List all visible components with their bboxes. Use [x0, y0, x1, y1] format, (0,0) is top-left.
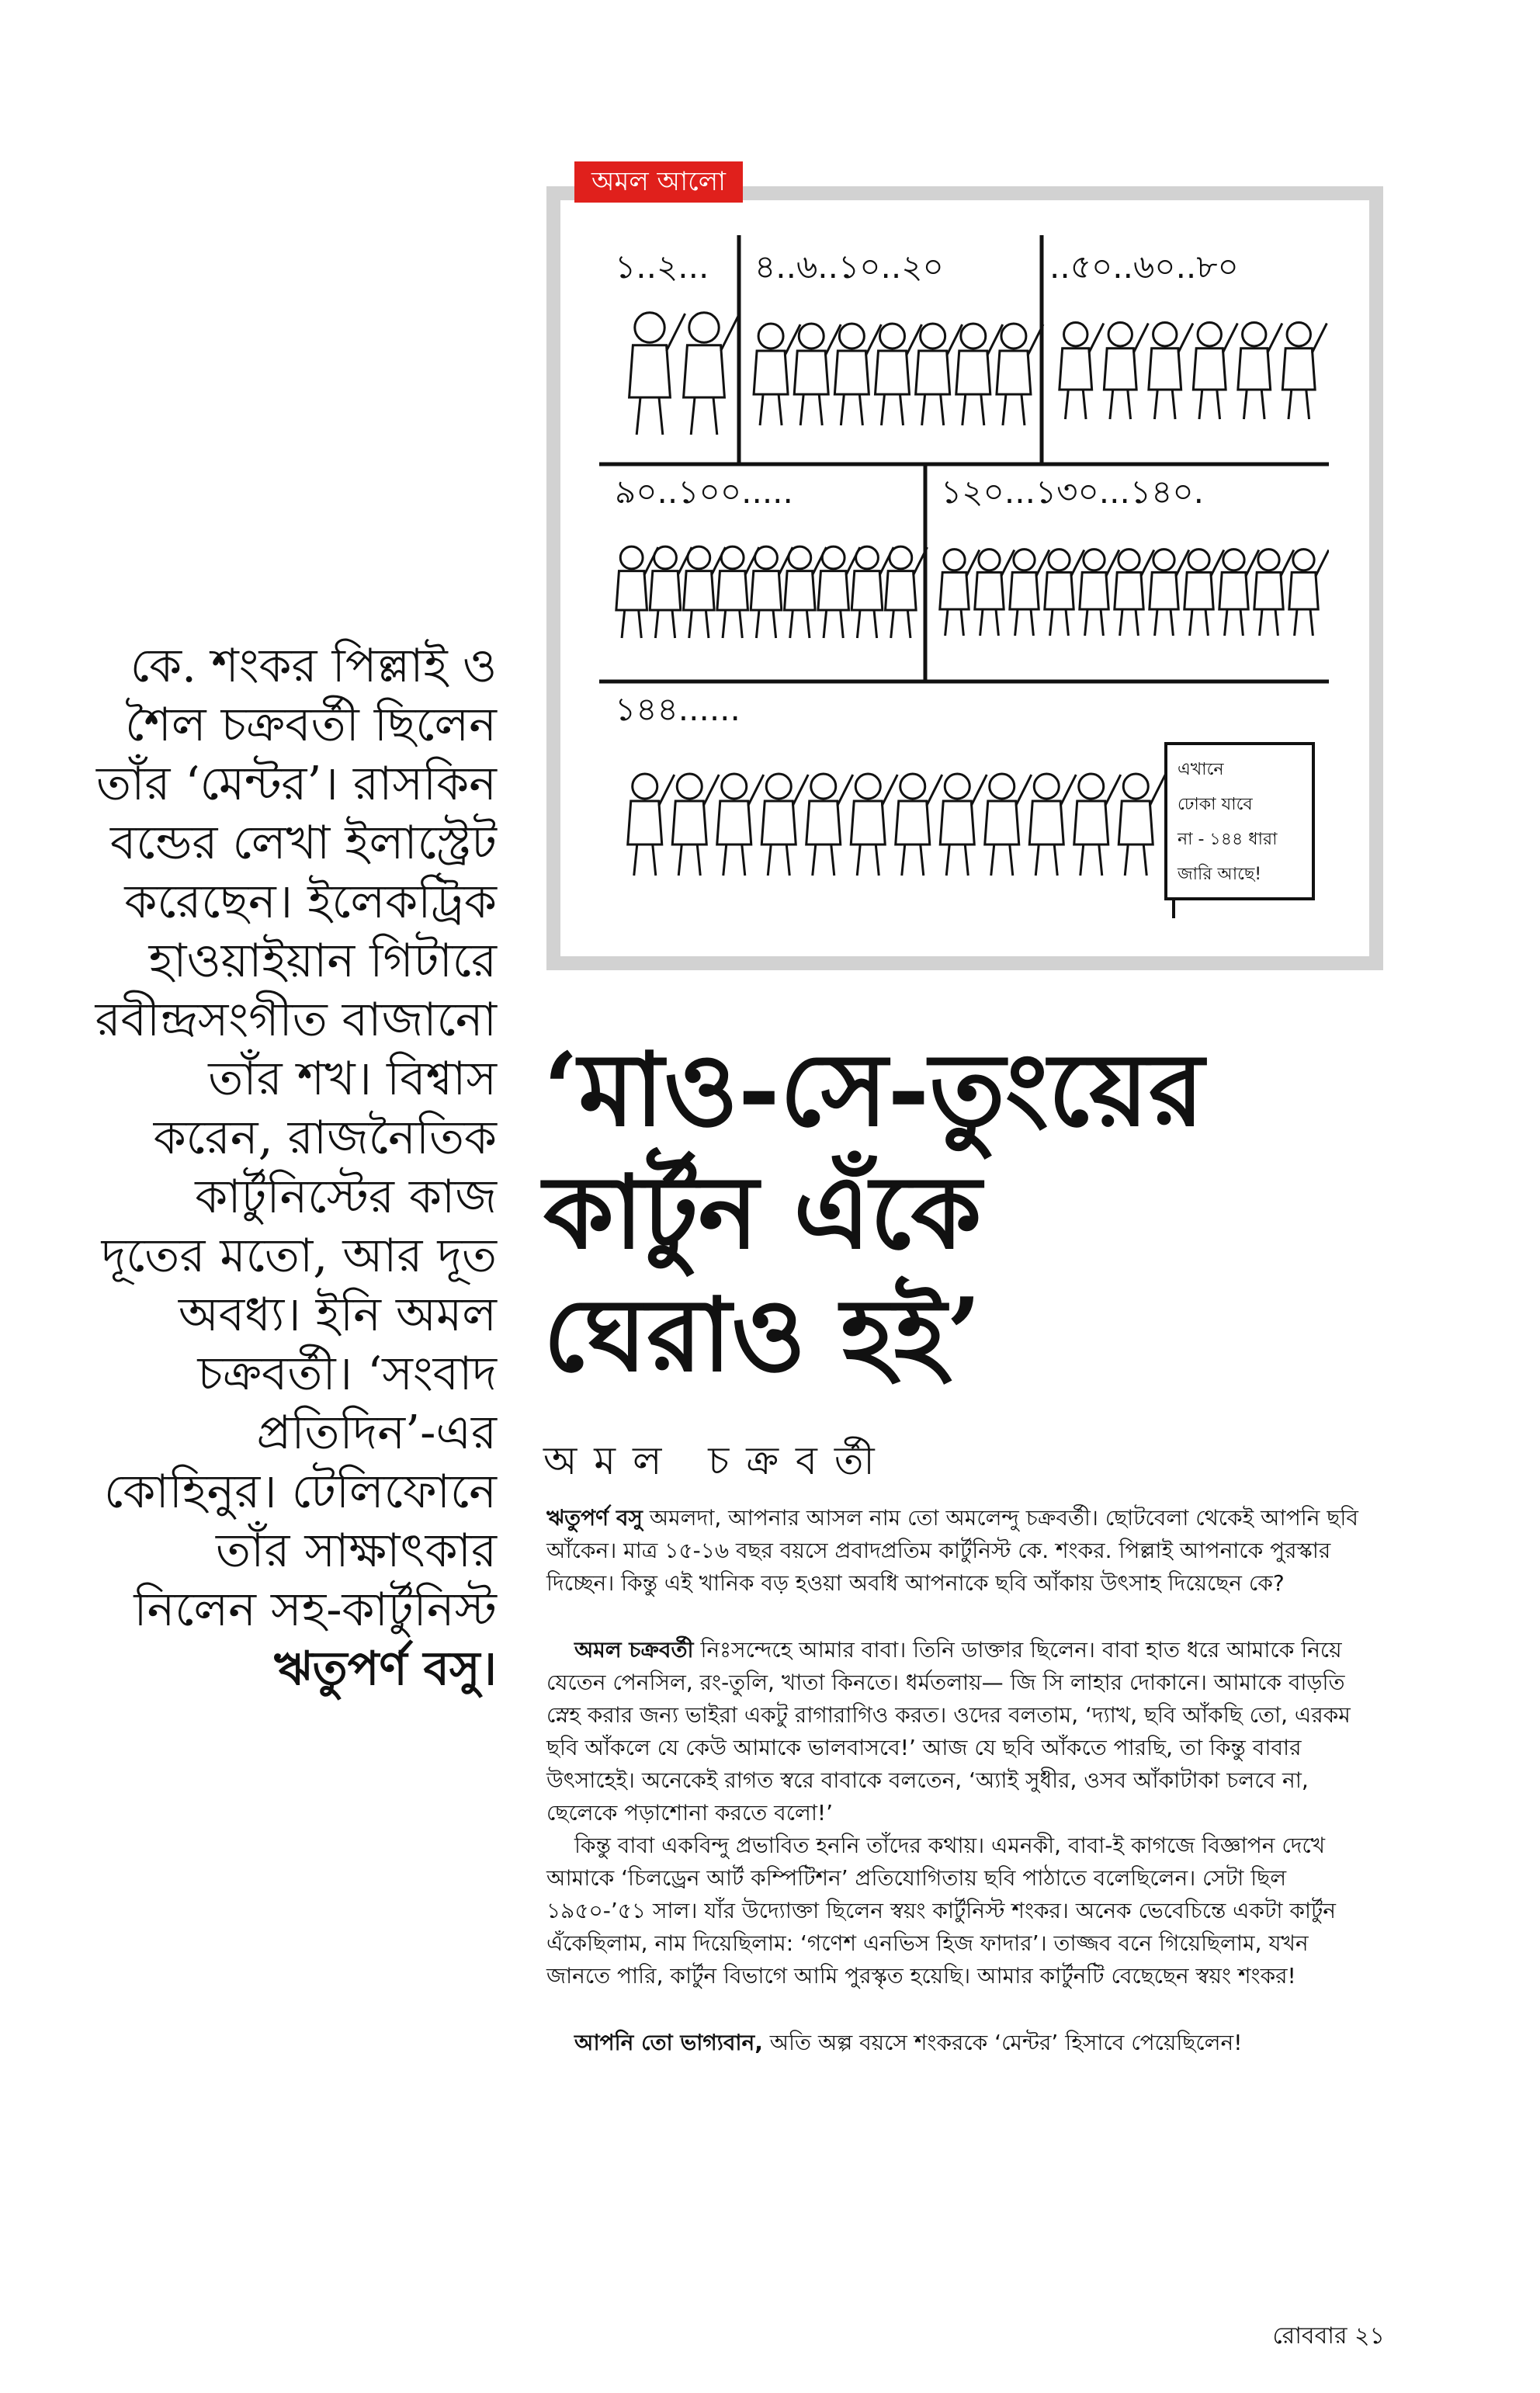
- speaker-label: ঋতুপর্ণ বসু: [546, 1505, 643, 1531]
- cartoon-illustration: [599, 231, 1329, 922]
- sign-line-4: জারি আছে!: [1178, 865, 1262, 884]
- crowd-figure: [956, 324, 1003, 425]
- paragraph-text: অতি অল্প বয়সে শংকরকে ‘মেন্টর’ হিসাবে পেয়েছিলেন!: [762, 2030, 1243, 2055]
- crowd-figure: [1289, 550, 1329, 636]
- crowd-figure: [940, 774, 987, 876]
- interview-answer-1-continued: [546, 1829, 1369, 1992]
- speaker-label: অমল চক্রবর্তী: [574, 1637, 694, 1663]
- headline-line-3: ঘেরাও হই’: [543, 1275, 982, 1394]
- crowd-figure: [672, 774, 719, 876]
- page-folio: রোববার ২১: [1272, 2322, 1385, 2350]
- panel-label-4: ৯০..১০০.....: [615, 473, 793, 511]
- crowd-figure: [630, 313, 685, 435]
- crowd-figure: [628, 774, 675, 876]
- crowd-figure: [1238, 323, 1282, 419]
- crowd-figure: [834, 324, 881, 425]
- crowd-figure: [876, 324, 922, 425]
- crowd-figure: [1010, 550, 1049, 636]
- headline: [543, 1028, 1475, 1396]
- paragraph-text: কিন্তু বাবা একবিন্দু প্রভাবিত হননি তাঁদের কথায়। এমনকী, বাবা-ই কাগজে বিজ্ঞাপন দেখে আমাকে ‘চিলড্রেন আর্ট কম্পিটিশন’ প্রতিযোগিতায় ছবি পাঠাতে বলেছিলেন। সেটা ছিল ১৯৫০-’৫১ সাল। যাঁর উদ্যোক্তা ছিলেন স্বয়ং কার্টুনিস্ট শংকর। অনেক ভেবেচিন্তে একটা কার্টুন এঁকেছিলাম, নাম দিয়েছিলাম: ‘গণেশ এনভিস হিজ ফাদার’। তাজ্জব বনে গিয়েছিলাম, যখন জানতে পারি, কার্টুন বিভাগে আমি পুরস্কৃত হয়েছি। আমার কার্টুনটি বেছেছেন স্বয়ং শংকর!: [546, 1833, 1337, 1989]
- headline-line-2: কার্টুন এঁকে: [543, 1153, 982, 1271]
- panel-label-1: ১..২...: [615, 248, 709, 286]
- crowd-figure: [1254, 550, 1294, 636]
- crowd-figure: [1115, 550, 1154, 636]
- crowd-figure: [1150, 550, 1189, 636]
- sign-line-3: না - ১৪৪ ধারা: [1178, 830, 1278, 849]
- section-tag: অমল আলো: [574, 161, 743, 203]
- crowd-figure: [1184, 550, 1224, 636]
- sign-line-1: এখানে: [1178, 760, 1224, 779]
- crowd-figure: [916, 324, 962, 425]
- panel-label-6: ১৪৪......: [615, 690, 741, 728]
- crowd-figure: [997, 324, 1043, 425]
- crowd-figure: [1060, 323, 1104, 419]
- interview-body: [546, 1502, 1369, 2093]
- pull-quote: [93, 636, 497, 1698]
- interview-answer-1: [546, 1634, 1369, 1829]
- crowd-figure: [794, 324, 841, 425]
- crowd-figure: [717, 774, 764, 876]
- paragraph-text: নিঃসন্দেহে আমার বাবা। তিনি ডাক্তার ছিলেন। বাবা হাত ধরে আমাকে নিয়ে যেতেন পেনসিল, রং-তুলি, খাতা কিনতে। ধর্মতলায়— জি সি লাহার দোকানে। আমাকে বাড়তি স্নেহ করার জন্য ভাইরা একটু রাগারাগিও করত। ওদের বলতাম, ‘দ্যাখ, ছবি আঁকছি তো, এরকম ছবি আঁকলে যে কেউ আমাকে ভালবাসবে!’ আজ যে ছবি আঁকতে পারছি, তা কিন্তু বাবার উৎসাহেই। অনেকেই রাগত স্বরে বাবাকে বলতেন, ‘অ্যাই সুধীর, ওসব আঁকাটাকা চলবে না, ছেলেকে পড়াশোনা করতে বলো!’: [546, 1637, 1351, 1826]
- crowd-figure: [940, 550, 980, 636]
- crowd-figure: [1074, 774, 1121, 876]
- speaker-label: আপনি তো ভাগ্যবান,: [574, 2030, 763, 2055]
- interview-question-2: [546, 2027, 1369, 2059]
- panel-label-2: ৪..৬..১০..২০: [754, 248, 944, 286]
- crowd-figure: [806, 774, 853, 876]
- pull-quote-author: ঋতুপর্ণ বসু।: [273, 1642, 497, 1696]
- byline: অমল চক্রবর্তী: [543, 1438, 892, 1483]
- crowd-figure: [1119, 774, 1165, 876]
- interview-question-1: [546, 1502, 1369, 1600]
- pull-quote-text: কে. শংকর পিল্লাই ও শৈল চক্রবর্তী ছিলেন তাঁর ‘মেন্টর’। রাসকিন বন্ডের লেখা ইলাস্ট্রেট করেছেন। ইলেকট্রিক হাওয়াইয়ান গিটারে রবীন্দ্রসংগীত বাজানো তাঁর শখ। বিশ্বাস করেন, রাজনৈতিক কার্টুনিস্টের কাজ দূতের মতো, আর দূত অবধ্য। ইনি অমল চক্রবর্তী। ‘সংবাদ প্রতিদিন’-এর কোহিনুর। টেলিফোনে তাঁর সাক্ষাৎকার নিলেন সহ-কার্টুনিস্ট: [95, 639, 497, 1637]
- crowd-figure: [1282, 323, 1327, 419]
- sign-board: [1166, 744, 1313, 918]
- crowd-figure: [1104, 323, 1148, 419]
- crowd-figure: [684, 313, 740, 435]
- crowd-figure: [754, 324, 800, 425]
- crowd-figure: [761, 774, 808, 876]
- crowd-figure: [896, 774, 942, 876]
- crowd-figure: [1029, 774, 1076, 876]
- crowd-figure: [985, 774, 1032, 876]
- crowd-figure: [886, 546, 928, 638]
- crowd-figure: [1080, 550, 1119, 636]
- crowd-figure: [975, 550, 1015, 636]
- paragraph-text: অমলদা, আপনার আসল নাম তো অমলেন্দু চক্রবর্তী। ছোটবেলা থেকেই আপনি ছবি আঁকেন। মাত্র ১৫-১৬ বছর বয়সে প্রবাদপ্রতিম কার্টুনিস্ট কে. শংকর. পিল্লাই আপনাকে পুরস্কার দিচ্ছেন। কিন্তু এই খানিক বড় হওয়া অবধি আপনাকে ছবি আঁকায় উৎসাহ দিয়েছেন কে?: [546, 1505, 1358, 1596]
- sign-line-2: ঢোকা যাবে: [1178, 795, 1253, 814]
- crowd-figure: [1149, 323, 1193, 419]
- crowd-figure: [851, 774, 897, 876]
- headline-line-1: ‘মাও-সে-তুংয়ের: [543, 1030, 1205, 1149]
- cartoon-frame: [546, 186, 1383, 970]
- panel-label-3: ..৫০..৬০..৮০: [1049, 248, 1239, 286]
- crowd-figure: [1219, 550, 1259, 636]
- panel-label-5: ১২০...১৩০...১৪০.: [941, 473, 1205, 511]
- crowd-figure: [1193, 323, 1237, 419]
- crowd-figure: [1045, 550, 1084, 636]
